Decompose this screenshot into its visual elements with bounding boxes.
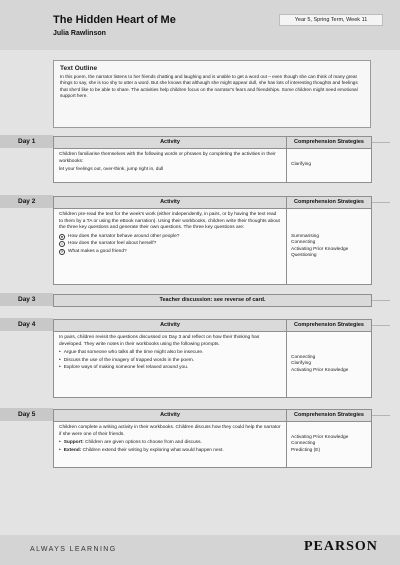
question-item bbox=[59, 241, 281, 248]
question-item bbox=[59, 249, 281, 256]
strategy-item: Activating Prior Knowledge bbox=[291, 367, 349, 373]
day-2-activity-header: Activity bbox=[53, 196, 287, 209]
day-4-activity-header: Activity bbox=[53, 319, 287, 332]
people-icon: ● bbox=[60, 233, 64, 239]
day-4-activity-text: In pairs, children revisit the questions discussed on Day 3 and reflect on how their thinking has developed. They write notes in their workbooks using the following prompts. bbox=[59, 335, 260, 347]
day-5-label: Day 5 bbox=[0, 408, 53, 421]
day-4-strategies bbox=[286, 332, 372, 398]
strategy-item: Connecting bbox=[291, 441, 316, 447]
strategy-item: Predicting (E) bbox=[291, 447, 321, 453]
day-1-activity-header: Activity bbox=[53, 136, 287, 149]
day-1-activity bbox=[53, 149, 287, 183]
day-3-label: Day 3 bbox=[0, 293, 53, 306]
strategy-item: Connecting bbox=[291, 354, 316, 360]
day-4-activity bbox=[53, 332, 287, 398]
text-outline-box bbox=[53, 60, 371, 128]
term-badge: Year 5, Spring Term, Week 11 bbox=[279, 14, 383, 26]
day-5-activity-text: Children complete a writing activity in their workbooks. Children discuss how they could help the narrator if she were one of their friends. bbox=[59, 425, 281, 437]
support-item: • Support: Children are given options to choose from and discuss. bbox=[59, 440, 202, 445]
day-1-activity-text: Children familiarise themselves with the following words or phrases by completing the activities in their workbooks: bbox=[59, 152, 276, 164]
day-2-strategies-header: Comprehension Strategies bbox=[286, 196, 372, 209]
extend-item: • Extend: Children extend their writing by exploring what would happen next. bbox=[59, 447, 224, 453]
strategy-item: Clarifying bbox=[291, 162, 311, 168]
pearson-logo: PEARSON bbox=[304, 539, 378, 554]
day-1-strategies-header: Comprehension Strategies bbox=[286, 136, 372, 149]
day-5-activity bbox=[53, 422, 287, 468]
page-title: The Hidden Heart of Me bbox=[53, 14, 176, 26]
strategy-item: Clarifying bbox=[291, 361, 311, 367]
day-2-label: Day 2 bbox=[0, 195, 53, 208]
outline-heading: Text Outline bbox=[60, 65, 98, 72]
day-4-label: Day 4 bbox=[0, 318, 53, 331]
outline-text: In this poem, the narrator listens to her friends chatting and laughing and is unable to get a word out – even though she can think of many great things to say, she is too shy to utter a word. But she knows that although she might appear dull, she has lots of interesting thoughts and feelings that she'd like to be able to share. The activities help children focus on the narrator's fears and friendships. Some children might need emotional support here. bbox=[60, 74, 358, 99]
question-text: What makes a good friend? bbox=[68, 248, 127, 254]
strategy-item: Questioning bbox=[291, 253, 317, 258]
strategy-item: Connecting bbox=[291, 240, 316, 245]
day-2-strategies bbox=[286, 209, 372, 285]
day-1-words: let your feelings out, over-think, jump right in, dull bbox=[59, 167, 164, 172]
strategy-item: Activating Prior Knowledge bbox=[291, 434, 349, 440]
day-2-activity bbox=[53, 209, 287, 285]
question-text: How does the narrator behave around other people? bbox=[68, 233, 180, 239]
question-item bbox=[59, 234, 281, 241]
question-mark-icon: ? bbox=[60, 248, 64, 254]
prompt-item: • Argue that someone who talks all the time might also be insecure. bbox=[59, 350, 204, 355]
day-1-label: Day 1 bbox=[0, 135, 53, 148]
day-5-strategies bbox=[286, 422, 372, 468]
question-text: How does the narrator feel about herself? bbox=[68, 241, 157, 246]
prompt-item: • Explore ways of making someone feel relaxed around you. bbox=[59, 365, 189, 370]
day-1-strategies bbox=[286, 149, 372, 183]
day-2-activity-text: Children pre-read the text for the week's work (either independently, in pairs, or by having the text read to them by a TA or using the eBook narration). Using their workbooks, children write their thoughts about the three key questions and generate their own questions. The three key questions are: bbox=[59, 212, 280, 230]
prompt-item: • Discuss the use of the imagery of trapped words in the poem. bbox=[59, 357, 195, 363]
day-5-activity-header: Activity bbox=[53, 409, 287, 422]
day-5-strategies-header: Comprehension Strategies bbox=[286, 409, 372, 422]
day-3-banner: Teacher discussion: see reverse of card. bbox=[53, 294, 372, 307]
strategy-item: Activating Prior Knowledge bbox=[291, 246, 349, 252]
strategy-item: Summarising bbox=[291, 233, 319, 239]
footer-tagline: ALWAYS LEARNING bbox=[30, 546, 117, 553]
author-name: Julia Rawlinson bbox=[53, 30, 106, 37]
day-4-strategies-header: Comprehension Strategies bbox=[286, 319, 372, 332]
magnifier-icon: ○ bbox=[60, 241, 64, 247]
